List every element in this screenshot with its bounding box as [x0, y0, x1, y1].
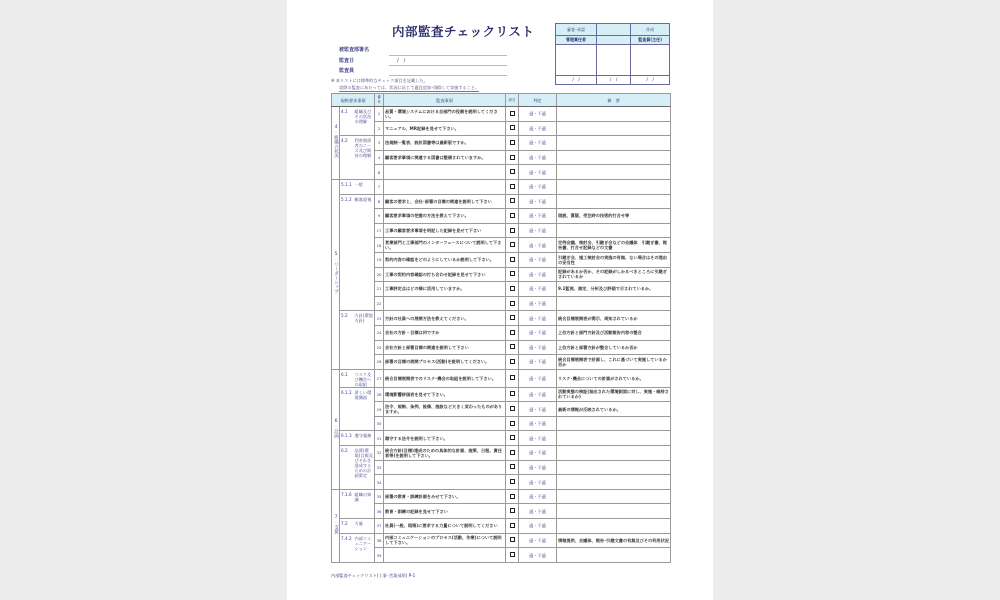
clause-label: 遵守義務 [354, 431, 375, 446]
remark-text [557, 296, 671, 311]
table-row [332, 194, 671, 209]
audit-item-text [384, 548, 506, 563]
remark-text [557, 223, 671, 238]
header-applicable: 該当 [506, 94, 519, 107]
table-row [332, 238, 671, 253]
checkbox-icon[interactable] [510, 464, 515, 469]
checkbox-icon[interactable] [510, 375, 515, 380]
applicable-checkbox[interactable] [506, 340, 519, 355]
remark-text: 上位方針と部門方針及び活動報告内容の整合 [557, 325, 671, 340]
applicable-checkbox[interactable] [506, 446, 519, 461]
table-row [332, 267, 671, 282]
applicable-checkbox[interactable] [506, 533, 519, 548]
remark-text: 最新の情報が反映されているか。 [557, 402, 671, 417]
judgement-option[interactable]: 適・不適 [519, 340, 557, 355]
clause-number: 4.1 [340, 107, 354, 136]
checkbox-icon[interactable] [510, 552, 515, 557]
applicable-checkbox[interactable] [506, 238, 519, 253]
item-number: 33 [375, 460, 384, 475]
clause-number: 7.4.2 [340, 533, 354, 562]
judgement-option[interactable]: 適・不適 [519, 179, 557, 194]
remark-text: リスク･機会についての計画がされているか。 [557, 369, 671, 387]
item-number: 30 [375, 416, 384, 431]
audited-department-field[interactable] [389, 55, 507, 56]
applicable-checkbox[interactable] [506, 179, 519, 194]
remark-text [557, 179, 671, 194]
item-number: 39 [375, 548, 384, 563]
clause-number: 6.2 [340, 446, 354, 490]
applicable-checkbox[interactable] [506, 282, 519, 297]
applicable-checkbox[interactable] [506, 121, 519, 136]
applicable-checkbox[interactable] [506, 136, 519, 151]
checkbox-icon[interactable] [510, 125, 515, 130]
checkbox-icon[interactable] [510, 450, 515, 455]
applicable-checkbox[interactable] [506, 504, 519, 519]
clause-number: 5.1.2 [340, 194, 354, 311]
audit-item-text [384, 165, 506, 180]
audit-item-text: 内部コミュニケーションのプロセス(活動、作業)について説明して下さい。 [384, 533, 506, 548]
remark-text [557, 431, 671, 446]
judgement-option[interactable]: 適・不適 [519, 121, 557, 136]
applicable-checkbox[interactable] [506, 431, 519, 446]
checkbox-icon[interactable] [510, 242, 515, 247]
clause-label: 著しい環境側面 [354, 387, 375, 431]
item-number: 20 [375, 267, 384, 282]
remark-text [557, 489, 671, 504]
approval-role-manager: 管理責任者 [556, 36, 597, 45]
judgement-option[interactable]: 適・不適 [519, 194, 557, 209]
table-row [332, 504, 671, 519]
audit-date-field[interactable] [389, 65, 507, 66]
judgement-option[interactable]: 適・不適 [519, 489, 557, 504]
item-number: 27 [375, 369, 384, 387]
applicable-checkbox[interactable] [506, 267, 519, 282]
table-row [332, 121, 671, 136]
table-row [332, 548, 671, 563]
item-number: 19 [375, 252, 384, 267]
applicable-checkbox[interactable] [506, 519, 519, 534]
audit-item-text: 工事の契約内容確認の打ち合わせ記録を見せて下さい [384, 267, 506, 282]
applicable-checkbox[interactable] [506, 387, 519, 402]
header-judgement: 判定 [519, 94, 557, 107]
table-row [332, 431, 671, 446]
checkbox-icon[interactable] [510, 421, 515, 426]
approval-header-create: 作成 [631, 24, 670, 36]
judgement-option[interactable]: 適・不適 [519, 519, 557, 534]
judgement-option[interactable]: 適・不適 [519, 223, 557, 238]
applicable-checkbox[interactable] [506, 355, 519, 370]
remark-text: 引継ぎ会、施工検討会の実施の有無、ない場合はその理由の妥当性 [557, 252, 671, 267]
judgement-option[interactable]: 適・不適 [519, 311, 557, 326]
item-number: 34 [375, 475, 384, 490]
judgement-option[interactable]: 適・不適 [519, 533, 557, 548]
judgement-option[interactable]: 適・不適 [519, 252, 557, 267]
judgement-option[interactable]: 適・不適 [519, 165, 557, 180]
judgement-option[interactable]: 適・不適 [519, 460, 557, 475]
remark-text [557, 121, 671, 136]
remark-text [557, 150, 671, 165]
approval-role-blank [597, 36, 631, 45]
approval-header-review: 審査･承認 [556, 24, 597, 36]
judgement-option[interactable]: 適・不適 [519, 446, 557, 461]
remark-text: 上位方針と部署方針が整合しているか否か [557, 340, 671, 355]
audit-item-text: 顧客要求事項の把握の方法を教えて下さい。 [384, 209, 506, 224]
audit-date-value: / / [397, 58, 406, 64]
checkbox-icon[interactable] [510, 301, 515, 306]
item-number: 2 [375, 121, 384, 136]
auditor-label: 監査員 [339, 68, 355, 74]
audit-item-text: 統合方針(目標)達成のための具体的な計画、施策、日程、責任者等)を説明して下さい。 [384, 446, 506, 461]
clause-label: リスク及び機会への取組 [354, 369, 375, 387]
applicable-checkbox[interactable] [506, 489, 519, 504]
audit-item-text: 順守する法令を説明して下さい。 [384, 431, 506, 446]
checkbox-icon[interactable] [510, 140, 515, 145]
judgement-option[interactable]: 適・不適 [519, 402, 557, 417]
remark-text [557, 194, 671, 209]
audit-item-text: 統合目標展開表でのリスク･機会の取組を説明して下さい。 [384, 369, 506, 387]
table-row [332, 355, 671, 370]
judgement-option[interactable]: 適・不適 [519, 369, 557, 387]
audit-item-text: 品質・環境システムにおける自部門の役割を説明してください。 [384, 107, 506, 122]
remark-text: 統合目標展開表が掲示、周知されているか [557, 311, 671, 326]
checkbox-icon[interactable] [510, 359, 515, 364]
audit-item-text: 営業部門と工事部門のインターフェースについて説明して下さい。 [384, 238, 506, 253]
clause-number: 7.2 [340, 519, 354, 534]
remark-text: 活動実態の検証(抽出された環境側面に対し、実施・維持されているか) [557, 387, 671, 402]
clause-number: 6.1 [340, 369, 354, 387]
clause-label: 方針(環境方針) [354, 311, 375, 369]
item-number: 31 [375, 431, 384, 446]
remark-text: 統合目標展開表で計画し、これに基づいて実施しているか否か [557, 355, 671, 370]
approval-date: / / [631, 76, 670, 85]
table-row [332, 460, 671, 475]
applicable-checkbox[interactable] [506, 296, 519, 311]
major-clause: 6.計画 [332, 369, 340, 489]
remark-text [557, 165, 671, 180]
checkbox-icon[interactable] [510, 286, 515, 291]
table-row [332, 311, 671, 326]
item-number: 1 [375, 107, 384, 122]
judgement-option[interactable]: 適・不適 [519, 475, 557, 490]
remark-text [557, 519, 671, 534]
applicable-checkbox[interactable] [506, 107, 519, 122]
item-number: 25 [375, 340, 384, 355]
table-row [332, 179, 671, 194]
applicable-checkbox[interactable] [506, 369, 519, 387]
checkbox-icon[interactable] [510, 198, 515, 203]
applicable-checkbox[interactable] [506, 165, 519, 180]
item-number: 18 [375, 238, 384, 253]
clause-number: 6.1.2 [340, 387, 354, 431]
item-number: 3 [375, 136, 384, 151]
clause-number: 6.1.3 [340, 431, 354, 446]
document-page [287, 0, 713, 600]
remark-text [557, 107, 671, 122]
table-row [332, 402, 671, 417]
audit-item-text: マニュアル、MR記録を見せて下さい。 [384, 121, 506, 136]
table-row [332, 150, 671, 165]
judgement-option[interactable]: 適・不適 [519, 355, 557, 370]
audit-item-text: 部署の教育・訓練計画をみせて下さい。 [384, 489, 506, 504]
audit-item-text [384, 475, 506, 490]
checkbox-icon[interactable] [510, 523, 515, 528]
checkbox-icon[interactable] [510, 508, 515, 513]
header-remarks: 摘 要 [557, 94, 671, 107]
applicable-checkbox[interactable] [506, 252, 519, 267]
audit-item-text: 工事の顧客要求事項を明記した記録を見せて下さい [384, 223, 506, 238]
item-number: 8 [375, 194, 384, 209]
checkbox-icon[interactable] [510, 315, 515, 320]
signature-cell[interactable] [597, 45, 631, 76]
header-standard-requirement: 規格要求事項 [332, 94, 375, 107]
page-title: 内部監査チェックリスト [392, 24, 535, 39]
checkbox-icon[interactable] [510, 257, 515, 262]
checkbox-icon[interactable] [510, 435, 515, 440]
clause-label: 顧客重視 [354, 194, 375, 311]
judgement-option[interactable]: 適・不適 [519, 548, 557, 563]
judgement-option[interactable]: 適・不適 [519, 150, 557, 165]
audit-item-text: 工事評定点はどの様に活用していますか。 [384, 282, 506, 297]
item-number: 24 [375, 325, 384, 340]
table-row [332, 387, 671, 402]
audit-date-label: 監査日 [339, 58, 355, 64]
item-number: 17 [375, 223, 384, 238]
clause-label: 利害関係者のニーズ及び期待の理解 [354, 136, 375, 180]
checkbox-icon[interactable] [510, 344, 515, 349]
item-number: 37 [375, 519, 384, 534]
audit-item-text: 契約内容の確認をどのようにしているか説明して下さい。 [384, 252, 506, 267]
note-line-2: 実際の監査にあたっては、状況に応じて適宜追加･削除して実施すること。 [339, 85, 480, 90]
applicable-checkbox[interactable] [506, 311, 519, 326]
clause-label: 組織の知識 [354, 489, 375, 518]
audit-item-text: 環境影響評価表を見せて下さい。 [384, 387, 506, 402]
table-row [332, 519, 671, 534]
judgement-option[interactable]: 適・不適 [519, 209, 557, 224]
applicable-checkbox[interactable] [506, 416, 519, 431]
checkbox-icon[interactable] [510, 169, 515, 174]
table-row [332, 165, 671, 180]
header-number: 番号 [375, 94, 384, 107]
item-number: 21 [375, 282, 384, 297]
remark-text: 記録があるか否か、その記録がしかるべきところに引継ぎされているか [557, 267, 671, 282]
checkbox-icon[interactable] [510, 537, 515, 542]
judgement-option[interactable]: 適・不適 [519, 416, 557, 431]
clause-number: 5.2 [340, 311, 354, 369]
approval-date: / / [556, 76, 597, 85]
page-footer: 内部監査チェックリスト(工事･営業部用) P-1 [331, 573, 416, 578]
table-row [332, 136, 671, 151]
checkbox-icon[interactable] [510, 479, 515, 484]
remark-text [557, 504, 671, 519]
checkbox-icon[interactable] [510, 391, 515, 396]
remark-text [557, 548, 671, 563]
audit-item-text: 社員(一般、現場)に要求する力量について説明してください [384, 519, 506, 534]
applicable-checkbox[interactable] [506, 194, 519, 209]
clause-number: 4.2 [340, 136, 354, 180]
checkbox-icon[interactable] [510, 494, 515, 499]
audit-item-text: 会社方針と部署目標の関連を説明して下さい [384, 340, 506, 355]
remark-text: 9.1監視、測定、分析及び評価で示されているか。 [557, 282, 671, 297]
checkbox-icon[interactable] [510, 155, 515, 160]
judgement-option[interactable]: 適・不適 [519, 504, 557, 519]
table-row [332, 252, 671, 267]
clause-label: 内部コミュニケーション [354, 533, 375, 562]
remark-text: 情報提供、会議体、報告･引継文書の有無及びその利用状況 [557, 533, 671, 548]
table-row [332, 489, 671, 504]
audit-item-text [384, 460, 506, 475]
approval-role-lead-auditor: 監査員(主任) [631, 36, 670, 45]
table-row [332, 325, 671, 340]
clause-number: 5.1.1 [340, 179, 354, 194]
clause-label: 力量 [354, 519, 375, 534]
item-number: 29 [375, 402, 384, 417]
table-row [332, 282, 671, 297]
checkbox-icon[interactable] [510, 213, 515, 218]
judgement-option[interactable]: 適・不適 [519, 296, 557, 311]
judgement-option[interactable]: 適・不適 [519, 387, 557, 402]
item-number: 38 [375, 533, 384, 548]
signature-cell[interactable] [631, 45, 670, 76]
audit-item-text: 顧客要求事項に関連する図書は整備されていますか。 [384, 150, 506, 165]
audit-item-text: 会社の方針・目標は何ですか [384, 325, 506, 340]
checklist-table [331, 93, 671, 563]
applicable-checkbox[interactable] [506, 150, 519, 165]
signature-cell[interactable] [556, 45, 597, 76]
audit-item-text [384, 416, 506, 431]
remark-text [557, 475, 671, 490]
table-row [332, 446, 671, 461]
item-number: 23 [375, 311, 384, 326]
remark-text: 現説、質疑、受注時の技術的打合せ等 [557, 209, 671, 224]
checkbox-icon[interactable] [510, 184, 515, 189]
item-number: 4 [375, 150, 384, 165]
item-number: 6 [375, 165, 384, 180]
major-clause: 7.支援 [332, 489, 340, 562]
clause-number: 7.1.6 [340, 489, 354, 518]
table-row [332, 107, 671, 122]
major-clause: 4.組織の状況 [332, 107, 340, 180]
judgement-option[interactable]: 適・不適 [519, 431, 557, 446]
checkbox-icon[interactable] [510, 406, 515, 411]
clause-label: 一般 [354, 179, 375, 194]
audit-item-text [384, 296, 506, 311]
item-number: 32 [375, 446, 384, 461]
audit-item-text: 法令、規制、条例、設備、施設など大きく変わったものがありますか。 [384, 402, 506, 417]
table-row [332, 416, 671, 431]
approval-header-blank [597, 24, 631, 36]
audited-department-label: 被監査部署名 [339, 47, 370, 53]
item-number: 35 [375, 489, 384, 504]
remark-text [557, 446, 671, 461]
judgement-option[interactable]: 適・不適 [519, 238, 557, 253]
item-number: 7 [375, 179, 384, 194]
audit-item-text: 方針の社員への展開方法を教えてください。 [384, 311, 506, 326]
audit-item-text [384, 179, 506, 194]
audit-item-text: 顧客の要求と、会社･部署の目標の関連を説明して下さい [384, 194, 506, 209]
checkbox-icon[interactable] [510, 228, 515, 233]
item-number: 36 [375, 504, 384, 519]
table-row [332, 223, 671, 238]
clause-label: 品質(環境)目標及びそれを達成するための計画策定 [354, 446, 375, 490]
audit-item-text: 教育・訓練の記録を見せて下さい [384, 504, 506, 519]
approval-date: / / [597, 76, 631, 85]
applicable-checkbox[interactable] [506, 223, 519, 238]
judgement-option[interactable]: 適・不適 [519, 267, 557, 282]
note-line-1: ※ 本リストには標準的なチェック項目を記載した。 [331, 78, 428, 83]
item-number: 26 [375, 355, 384, 370]
table-row [332, 475, 671, 490]
judgement-option[interactable]: 適・不適 [519, 325, 557, 340]
checkbox-icon[interactable] [510, 330, 515, 335]
checkbox-icon[interactable] [510, 271, 515, 276]
table-row [332, 296, 671, 311]
table-row [332, 209, 671, 224]
table-row [332, 340, 671, 355]
auditor-field[interactable] [389, 75, 507, 76]
item-number: 28 [375, 387, 384, 402]
applicable-checkbox[interactable] [506, 475, 519, 490]
remark-text [557, 136, 671, 151]
item-number: 9 [375, 209, 384, 224]
remark-text [557, 416, 671, 431]
applicable-checkbox[interactable] [506, 548, 519, 563]
judgement-option[interactable]: 適・不適 [519, 136, 557, 151]
applicable-checkbox[interactable] [506, 325, 519, 340]
checkbox-icon[interactable] [510, 111, 515, 116]
item-number: 22 [375, 296, 384, 311]
header-audit-item: 監査事項 [384, 94, 506, 107]
clause-label: 組織及びその状況の理解 [354, 107, 375, 136]
applicable-checkbox[interactable] [506, 402, 519, 417]
table-row [332, 369, 671, 387]
remark-text [557, 460, 671, 475]
table-row [332, 533, 671, 548]
applicable-checkbox[interactable] [506, 460, 519, 475]
applicable-checkbox[interactable] [506, 209, 519, 224]
approval-table [555, 23, 670, 85]
audit-item-text: 法規制一覧表、設計図書等は最新版ですか。 [384, 136, 506, 151]
judgement-option[interactable]: 適・不適 [519, 282, 557, 297]
major-clause: 5.リーダーシップ [332, 179, 340, 369]
remark-text: 定例会議、検討会、引継ぎ会などの会議体 引継ぎ書、報告書、打合せ記録などの文書 [557, 238, 671, 253]
audit-item-text: 部署の目標の展開プロセス(活動)を説明してください。 [384, 355, 506, 370]
judgement-option[interactable]: 適・不適 [519, 107, 557, 122]
